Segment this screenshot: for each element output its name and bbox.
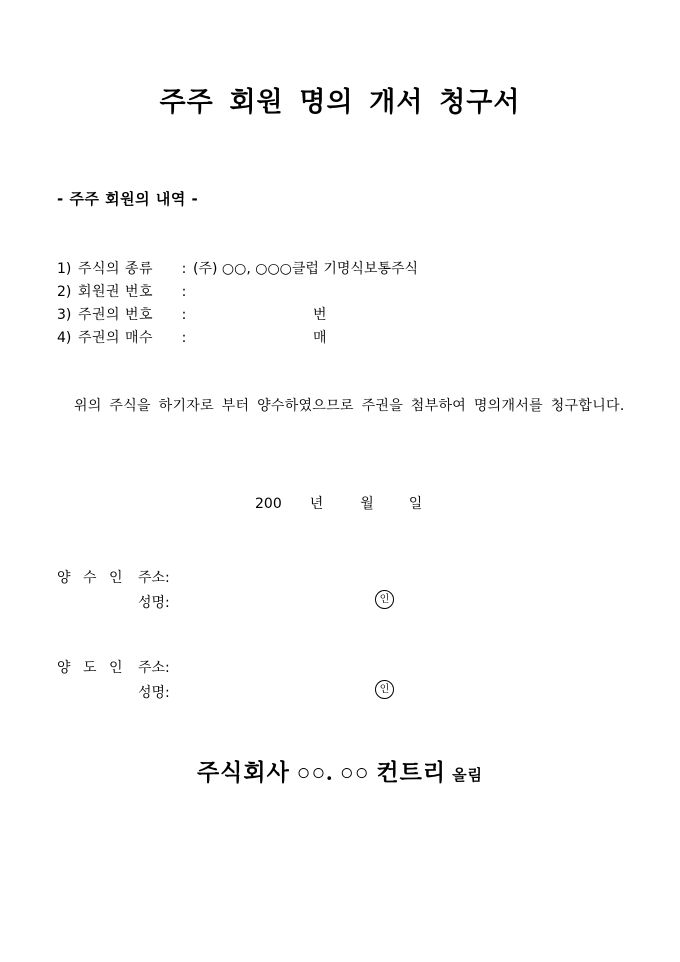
field-number: 2) [57, 284, 72, 300]
transferor-seal-icon: 인 [375, 680, 394, 699]
form-field-row-certificate-count [57, 327, 617, 350]
field-number: 3) [57, 307, 72, 323]
field-value: (주) ○○, ○○○클럽 기명식보통주식 [193, 261, 419, 277]
transferor-name-label: 성명: [138, 685, 170, 701]
form-field-row-stock-type [57, 258, 617, 281]
field-colon: : [181, 330, 187, 346]
field-colon: : [181, 284, 187, 300]
field-unit: 번 [313, 307, 327, 323]
transferee-address-label: 주소: [138, 570, 170, 586]
form-field-row-membership-number [57, 281, 617, 304]
form-field-row-certificate-number [57, 304, 617, 327]
footer-closing-word: 올림 [452, 766, 484, 784]
field-colon: : [181, 307, 187, 323]
date-year-prefix: 200 [255, 496, 282, 512]
section-heading: - 주주 회원의 내역 - [57, 190, 199, 208]
transferee-name-label: 성명: [138, 595, 170, 611]
date-line [255, 493, 422, 513]
field-value-blank [193, 304, 617, 327]
form-field-list [57, 258, 617, 350]
field-label: 주권의 번호 [78, 307, 154, 323]
date-year-label: 년 [309, 496, 324, 512]
footer-company-name: 주식회사 ○○. ○○ 컨트리 [196, 760, 447, 785]
field-value-blank [193, 281, 617, 304]
field-label: 주권의 매수 [78, 330, 154, 346]
document-footer [0, 754, 680, 787]
field-number: 4) [57, 330, 72, 346]
date-day-label: 일 [408, 496, 423, 512]
field-unit: 매 [313, 330, 327, 346]
field-label: 회원권 번호 [78, 284, 154, 300]
field-label: 주식의 종류 [78, 261, 154, 277]
transferor-address-label: 주소: [138, 660, 170, 676]
field-colon: : [181, 261, 187, 277]
transferor-role-label: 양 도 인 [57, 660, 124, 676]
date-month-label: 월 [360, 496, 374, 512]
document-title: 주주 회원 명의 개서 청구서 [159, 87, 521, 117]
field-number: 1) [57, 261, 72, 277]
body-paragraph: 위의 주식을 하기자로 부터 양수하였으므로 주권을 첨부하여 명의개서를 청구합니다. [74, 398, 625, 414]
transferee-seal-icon: 인 [375, 590, 394, 609]
field-value-blank [193, 327, 617, 350]
transferee-role-label: 양 수 인 [57, 570, 124, 586]
